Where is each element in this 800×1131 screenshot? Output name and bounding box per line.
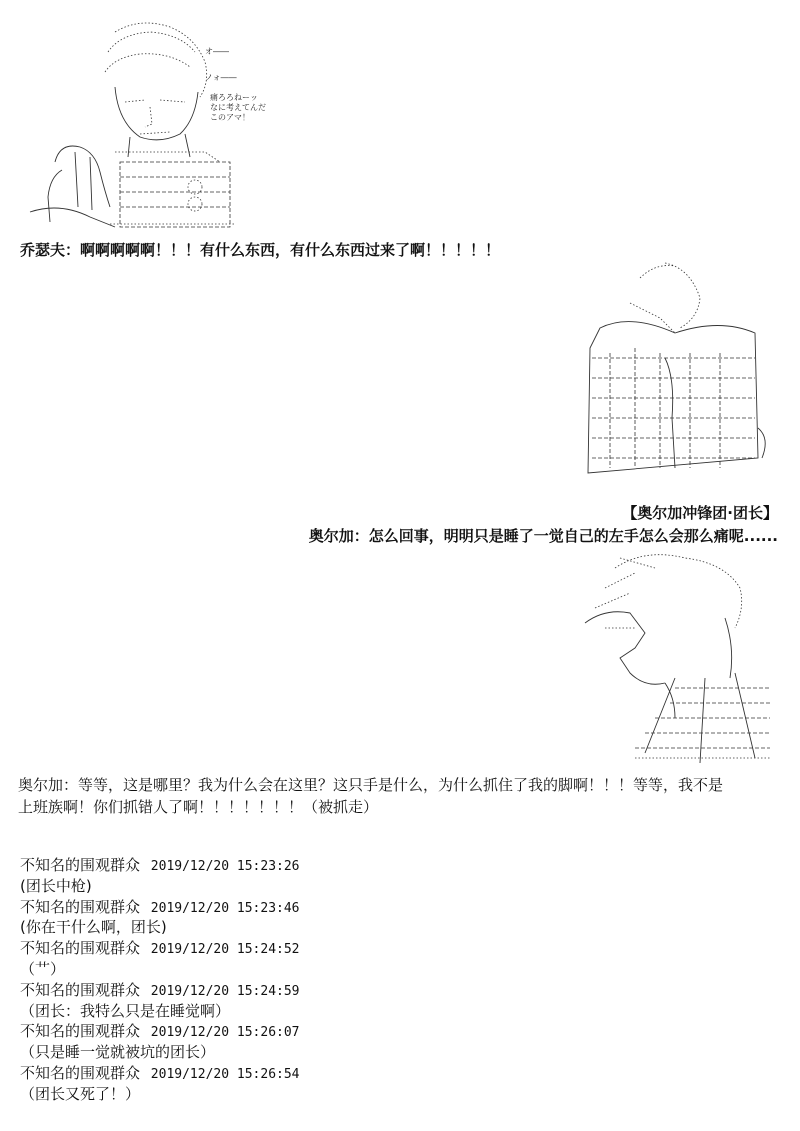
comment-header (20, 939, 300, 959)
comment-time: 2019/12/20 15:23:46 (150, 901, 300, 916)
joseph-ascii-art (20, 12, 280, 237)
comment-header (20, 898, 300, 918)
sfx-text-1: オ―― (205, 47, 229, 56)
comment-text: (团长中枪) (20, 877, 92, 895)
orga-title-caption: 【奥尔加冲锋团·团长】 (622, 504, 778, 522)
orga-back-ascii-art (580, 258, 770, 493)
comment-header (20, 981, 300, 1001)
comment-time: 2019/12/20 15:26:07 (150, 1025, 300, 1040)
bubble-text-3: このアマ！ (210, 113, 250, 122)
bubble-text-2: なに考えてんだ (210, 103, 266, 112)
comment-text: （团长：我特么只是在睡觉啊） (20, 1002, 231, 1020)
comment-header (20, 1022, 300, 1042)
joseph-dialogue: 乔瑟夫：啊啊啊啊啊！！！有什么东西，有什么东西过来了啊！！！！！ (20, 241, 501, 259)
comment-user: 不知名的围观群众 (20, 1022, 141, 1040)
orga-profile-ascii-art (575, 548, 775, 768)
comment-user: 不知名的围观群众 (20, 898, 141, 916)
orga-dialogue-2-line2: 上班族啊！你们抓错人了啊！！！！！！！（被抓走） (18, 798, 379, 816)
comment-text: （只是睡一觉就被坑的团长） (20, 1043, 216, 1061)
comment-text: （团长又死了！） (20, 1085, 141, 1103)
sfx-text-2: ノォ―― (205, 73, 237, 82)
comment-text: （艹） (20, 960, 66, 978)
comment-header (20, 1064, 300, 1084)
comment-time: 2019/12/20 15:24:52 (150, 942, 300, 957)
comment-user: 不知名的围观群众 (20, 1064, 141, 1082)
comment-time: 2019/12/20 15:23:26 (150, 859, 300, 874)
comment-time: 2019/12/20 15:24:59 (150, 984, 300, 999)
orga-dialogue-2-line1: 奥尔加：等等，这是哪里？我为什么会在这里？这只手是什么，为什么抓住了我的脚啊！！！等等，我不是 (18, 776, 724, 794)
comment-text: (你在干什么啊，团长) (20, 918, 167, 936)
comment-user: 不知名的围观群众 (20, 981, 141, 999)
comment-header (20, 856, 300, 876)
comment-user: 不知名的围观群众 (20, 939, 141, 957)
bubble-text-1: 痛ろろねーッ (210, 93, 258, 102)
orga-dialogue-1: 奥尔加：怎么回事，明明只是睡了一觉自己的左手怎么会那么痛呢...... (308, 527, 778, 545)
comment-user: 不知名的围观群众 (20, 856, 141, 874)
comment-time: 2019/12/20 15:26:54 (150, 1067, 300, 1082)
